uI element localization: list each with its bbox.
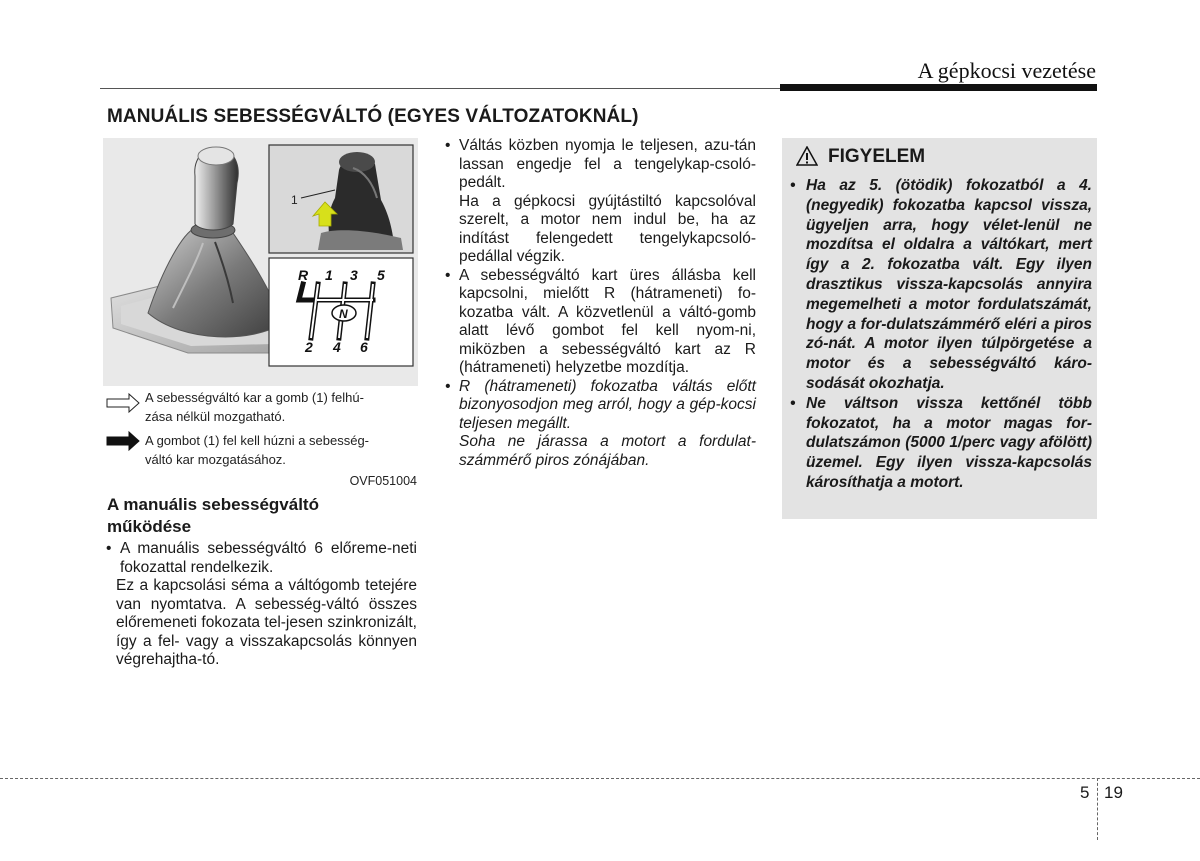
figure-code: OVF051004 xyxy=(349,474,417,488)
running-header-title: A gépkocsi vezetése xyxy=(917,58,1096,83)
gate-label-1: 1 xyxy=(325,267,333,283)
gate-label-6: 6 xyxy=(360,339,368,355)
header-bar xyxy=(780,84,1097,91)
column1-bullet-1: • A manuális sebességváltó 6 előreme-neti fokozattal rendelkezik. xyxy=(104,540,417,577)
column2-paragraph-2: Soha ne járassa a motort a fordulat-számmérő piros zónájában. xyxy=(459,433,756,469)
warning-triangle-icon xyxy=(796,146,818,166)
figure-legend-1: A sebességváltó kar a gomb (1) felhú- zása nélkül mozgatható. xyxy=(145,390,364,424)
footer-dashed-rule xyxy=(0,778,1200,779)
gear-shifter-figure xyxy=(103,138,418,493)
column2-bullet-2: • A sebességváltó kart üres állásba kell kapcsolni, mielőtt R (hátrameneti) fo-kozatba vált. A közvetlenül a váltó-gomb alatt lévő gombot fel kell nyom-ni, miközben a sebességváltó kart az R (hátrameneti) helyzetbe mozdítja. xyxy=(443,267,756,378)
outline-arrow-icon xyxy=(107,394,139,412)
gate-label-3: 3 xyxy=(350,267,358,283)
header-rule xyxy=(100,88,780,89)
gate-label-2: 2 xyxy=(305,339,313,355)
column2-paragraph-1: Ha a gépkocsi gyújtástiltó kapcsolóval szerelt, a motor nem indul be, ha az indítást felengedett tengelykapcsoló-pedállal végzik. xyxy=(459,192,756,265)
column2-bullet-1: • Váltás közben nyomja le teljesen, azu-tán lassan engedje fel a tengelykap-csoló-pedált. xyxy=(443,137,756,193)
gate-label-5: 5 xyxy=(377,267,385,283)
column2-body xyxy=(443,137,756,470)
warning-bullet-2: • Ne váltson vissza kettőnél több fokozatot, ha a motor magas for-dulatszámon (5000 1/perc vagy afölött) üzemel. Egy ilyen vissza-kapcsolás károsíthatja a motort. xyxy=(788,394,1092,493)
subsection-heading: A manuális sebességváltó működése xyxy=(107,495,319,536)
solid-arrow-icon xyxy=(107,432,139,450)
figure-legend-2: A gombot (1) fel kell húzni a sebesség- váltó kar mozgatásához. xyxy=(145,433,370,467)
gate-label-n: N xyxy=(339,307,348,321)
page-number: 19 xyxy=(1104,783,1123,802)
gate-label-4: 4 xyxy=(333,339,341,355)
column1-paragraph-1: Ez a kapcsolási séma a váltógomb tetejére van nyomtatva. A sebesség-váltó összes előremeneti fokozata tel-jesen szinkronizált, így a fel- vagy a visszakapcsolás könnyen végrehajtha-tó. xyxy=(116,577,417,668)
callout-label: 1 xyxy=(291,193,298,207)
warning-bullet-1: • Ha az 5. (ötödik) fokozatból a 4. (negyedik) fokozatba kapcsol vissza, ügyeljen arra, hogy vélet-lenül ne mozdítsa el oldalra a váltókart, mert így a 2. fokozatba vált. Egy ilyen drasztikus vissza-kapcsolás annyira megemelheti a motor fordulatszámát, hogy a for-dulatszámmérő eléri a piros zó-nát. A motor ilyen túlpörgetése a motor és a sebességváltó káro-sodását okozhatja. xyxy=(788,176,1092,394)
chapter-number: 5 xyxy=(1080,783,1090,802)
column1-body xyxy=(104,540,417,670)
warning-title: FIGYELEM xyxy=(828,146,926,167)
footer-divider xyxy=(1097,778,1098,840)
column2-bullet-3: • R (hátrameneti) fokozatba váltás előtt bizonyosodjon meg arról, hogy a gép-kocsi teljesen megállt. xyxy=(443,378,756,434)
section-title: MANUÁLIS SEBESSÉGVÁLTÓ (EGYES VÁLTOZATOKNÁL) xyxy=(107,106,639,127)
warning-body xyxy=(788,176,1092,493)
gate-label-r: R xyxy=(298,267,309,283)
